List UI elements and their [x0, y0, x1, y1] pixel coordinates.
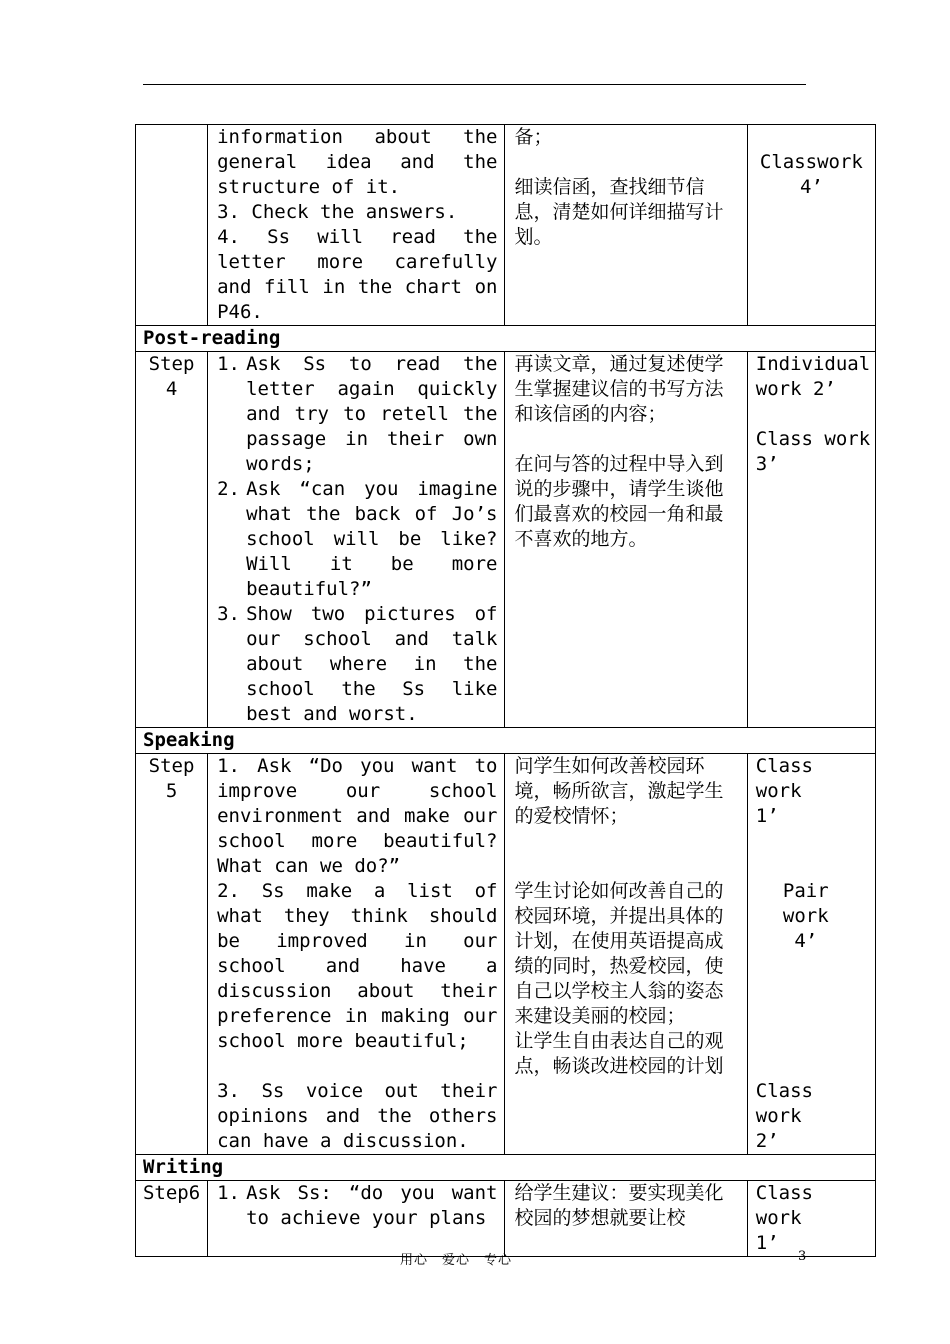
- purpose-cell: [505, 125, 747, 326]
- purpose-text: 问学生如何改善校园环境，畅所欲言，激起学生的爱校情怀；: [514, 755, 724, 827]
- activity-cell: [208, 1181, 505, 1257]
- purpose-text: 学生讨论如何改善自己的校园环境，并提出具体的计划，在使用英语提高成绩的同时，热爱校园，使自己以学校主人翁的姿态来建设美丽的校园；: [514, 880, 724, 1027]
- header-rule: [143, 84, 806, 85]
- activity-cell: [208, 125, 505, 326]
- section-heading-writing: Writing: [136, 1155, 876, 1181]
- mode-text: Classwork: [759, 151, 863, 173]
- section-heading-post-reading: Post-reading: [136, 326, 876, 352]
- list-item: 3. Show two pictures of our school and talk about where in the school the Ss like best and worst.: [217, 603, 498, 725]
- purpose-text: 在问与答的过程中导入到说的步骤中，请学生谈他们最喜欢的校园一角和最不喜欢的地方。: [514, 453, 724, 550]
- activity-text: 1. Ask “Do you want to improve our school environment and make our school more beautiful? What can we do?”: [217, 755, 498, 877]
- list-item: 2. Ask “can you imagine what the back of Jo’s school will be like? Will it be more beautiful?”: [217, 478, 498, 600]
- mode-text: 4’: [799, 176, 823, 198]
- purpose-text: 备；: [514, 126, 553, 148]
- purpose-text: 再读文章，通过复述使学生掌握建议信的书写方法和该信函的内容；: [514, 353, 724, 425]
- mode-text: Class work 2’: [755, 1080, 813, 1152]
- footer-motto: 用心 爱心 专心: [400, 1253, 513, 1268]
- table-row-continued: [136, 125, 876, 326]
- mode-text: Individual work 2’: [755, 353, 871, 400]
- mode-cell: [747, 125, 875, 326]
- activity-text: 3. Check the answers.: [217, 201, 458, 223]
- section-row: [136, 728, 876, 754]
- mode-cell: [747, 754, 875, 1155]
- activity-text: 2. Ss make a list of what they think should be improved in our school and have a discussion about their preference in making our school more beautiful;: [217, 880, 498, 1052]
- mode-text: Class work 3’: [755, 428, 871, 475]
- table-row-step4: [136, 352, 876, 728]
- list-item: 1. Ask Ss to read the letter again quickly and try to retell the passage in their own words;: [217, 353, 498, 475]
- purpose-text: 细读信函，查找细节信息，清楚如何详细描写计划。: [514, 176, 724, 248]
- activity-text: information about the general idea and the structure of it.: [217, 126, 498, 198]
- page-number: 3: [798, 1249, 807, 1264]
- mode-text: Class work 1’: [755, 755, 813, 827]
- section-heading-speaking: Speaking: [136, 728, 876, 754]
- purpose-cell: [505, 754, 747, 1155]
- list-item: 1. Ask Ss: “do you want to achieve your plans: [217, 1182, 498, 1229]
- activity-text: 3. Ss voice out their opinions and the others can have a discussion.: [217, 1080, 498, 1152]
- mode-cell: [747, 352, 875, 728]
- purpose-text: 给学生建议：要实现美化校园的梦想就要让校: [514, 1182, 724, 1229]
- mode-text: Pair work 4’: [782, 880, 829, 952]
- activity-text: 4. Ss will read the letter more carefully and fill in the chart on P46.: [217, 226, 498, 323]
- purpose-cell: [505, 352, 747, 728]
- purpose-text: 让学生自由表达自己的观点，畅谈改进校园的计划: [514, 1030, 724, 1077]
- section-row: [136, 326, 876, 352]
- activity-cell: [208, 352, 505, 728]
- mode-cell: [747, 1181, 875, 1257]
- activity-cell: [208, 754, 505, 1155]
- step-label: Step 4: [136, 352, 208, 728]
- lesson-plan-table: [135, 124, 876, 1257]
- step-cell-empty: [136, 125, 208, 326]
- table-row-step6: [136, 1181, 876, 1257]
- step-label: Step6: [136, 1181, 208, 1257]
- purpose-cell: [505, 1181, 747, 1257]
- step-label: Step 5: [136, 754, 208, 1155]
- table-row-step5: [136, 754, 876, 1155]
- mode-text: Class work 1’: [755, 1182, 813, 1254]
- section-row: [136, 1155, 876, 1181]
